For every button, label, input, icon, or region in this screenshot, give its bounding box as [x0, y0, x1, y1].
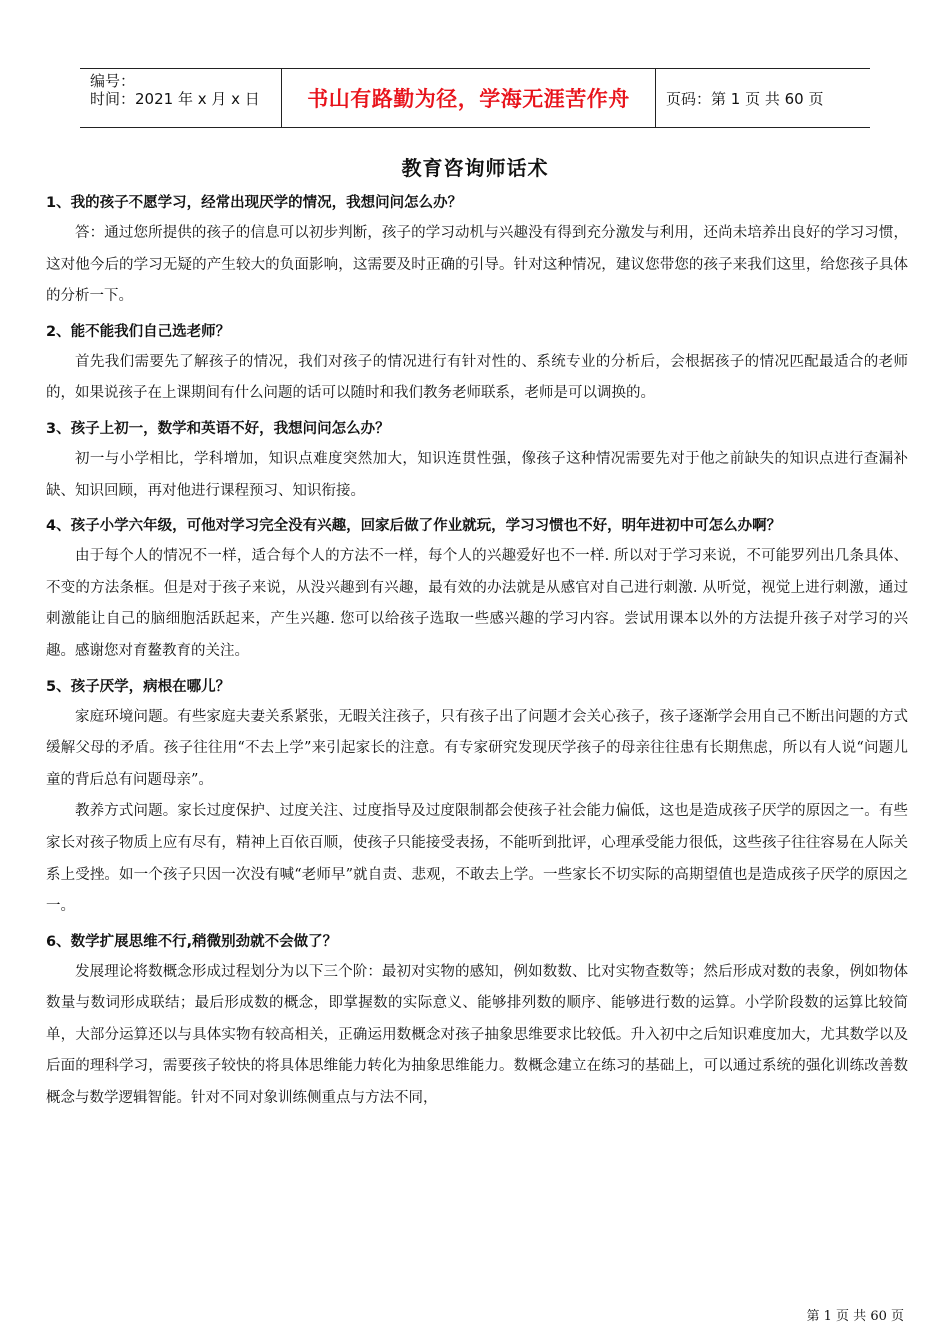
code-label: 编号： [90, 72, 136, 90]
question-4: 4、孩子小学六年级，可他对学习完全没有兴趣，回家后做了作业就玩，学习习惯也不好，明年进初中可怎么办啊？ [46, 518, 782, 535]
question-6: 6、数学扩展思维不行,稍微别劲就不会做了？ [46, 933, 338, 950]
question-1: 1、我的孩子不愿学习，经常出现厌学的情况，我想问问怎么办？ [46, 195, 463, 211]
time-label: 时间：2021 年 x 月 x 日 [90, 90, 260, 108]
answer-5-paragraph-1: 家庭环境问题。有些家庭夫妻关系紧张，无暇关注孩子，只有孩子出了问题才会关心孩子，孩子逐渐学会用自己不断出问题的方式缓解父母的矛盾。孩子往往用“不去上学”来引起家长的注意。有专家研究发现厌学孩子的母亲往往患有长期焦虑，所以有人说“问题儿童的背后总有问题母亲”。 [46, 708, 908, 788]
question-3: 3、孩子上初一，数学和英语不好，我想问问怎么办？ [46, 420, 390, 437]
document-body [46, 188, 908, 1115]
answer-4: 由于每个人的情况不一样，适合每个人的方法不一样，每个人的兴趣爱好也不一样. 所以对于学习来说，不可能罗列出几条具体、不变的方法条框。但是对于孩子来说，从没兴趣到有兴趣，最有效的办法就是从感官对自己进行刺激. 从听觉，视觉上进行刺激，通过刺激能让自己的脑细胞活跃起来，产生兴趣. 您可以给孩子选取一些感兴趣的学习内容。尝试用课本以外的方法提升孩子对学习的兴趣。感谢您对育鳌教育的关注。 [46, 548, 908, 659]
answer-5-paragraph-2: 教养方式问题。家长过度保护、过度关注、过度指导及过度限制都会使孩子社会能力偏低，这也是造成孩子厌学的原因之一。有些家长对孩子物质上应有尽有，精神上百依百顺，使孩子只能接受表扬，不能听到批评，心理承受能力很低，这些孩子往往容易在人际关系上受挫。如一个孩子只因一次没有喊“老师早”就自责、悲观，不敢去上学。一些家长不切实际的高期望值也是造成孩子厌学的原因之一。 [46, 803, 908, 915]
document-header [80, 68, 870, 128]
header-info-cell [80, 69, 282, 127]
answer-1: 答：通过您所提供的孩子的信息可以初步判断，孩子的学习动机与兴趣没有得到充分激发与利用，还尚未培养出良好的学习习惯，这对他今后的学习无疑的产生较大的负面影响，这需要及时正确的引导。针对这种情况，建议您带您的孩子来我们这里，给您孩子具体的分析一下。 [46, 225, 908, 305]
document-title: 教育咨询师话术 [401, 156, 549, 180]
answer-6: 发展理论将数概念形成过程划分为以下三个阶：最初对实物的感知，例如数数、比对实物查数等；然后形成对数的表象，例如物体数量与数词形成联结；最后形成数的概念，即掌握数的实际意义、能够排列数的顺序、能够进行数的运算。小学阶段数的运算比较简单，大部分运算还以与具体实物有较高相关，正确运用数概念对孩子抽象思维要求比较低。升入初中之后知识难度加大，尤其数学以及后面的理科学习，需要孩子较快的将具体思维能力转化为抽象思维能力。数概念建立在练习的基础上，可以通过系统的强化训练改善数概念与数学逻辑智能。针对不同对象训练侧重点与方法不同， [46, 963, 908, 1107]
answer-2: 首先我们需要先了解孩子的情况，我们对孩子的情况进行有针对性的、系统专业的分析后，会根据孩子的情况匹配最适合的老师的，如果说孩子在上课期间有什么问题的话可以随时和我们教务老师联系，老师是可以调换的。 [46, 353, 908, 402]
header-motto: 书山有路勤为径，学海无涯苦作舟 [282, 69, 656, 127]
question-5: 5、孩子厌学，病根在哪儿？ [46, 678, 231, 695]
page-footer: 第 1 页 共 60 页 [806, 1309, 904, 1324]
header-page-info: 页码：第 1 页 共 60 页 [666, 89, 824, 108]
answer-3: 初一与小学相比，学科增加，知识点难度突然加大，知识连贯性强，像孩子这种情况需要先对于他之前缺失的知识点进行查漏补缺、知识回顾，再对他进行课程预习、知识衔接。 [46, 450, 908, 499]
question-2: 2、能不能我们自己选老师？ [46, 323, 231, 340]
